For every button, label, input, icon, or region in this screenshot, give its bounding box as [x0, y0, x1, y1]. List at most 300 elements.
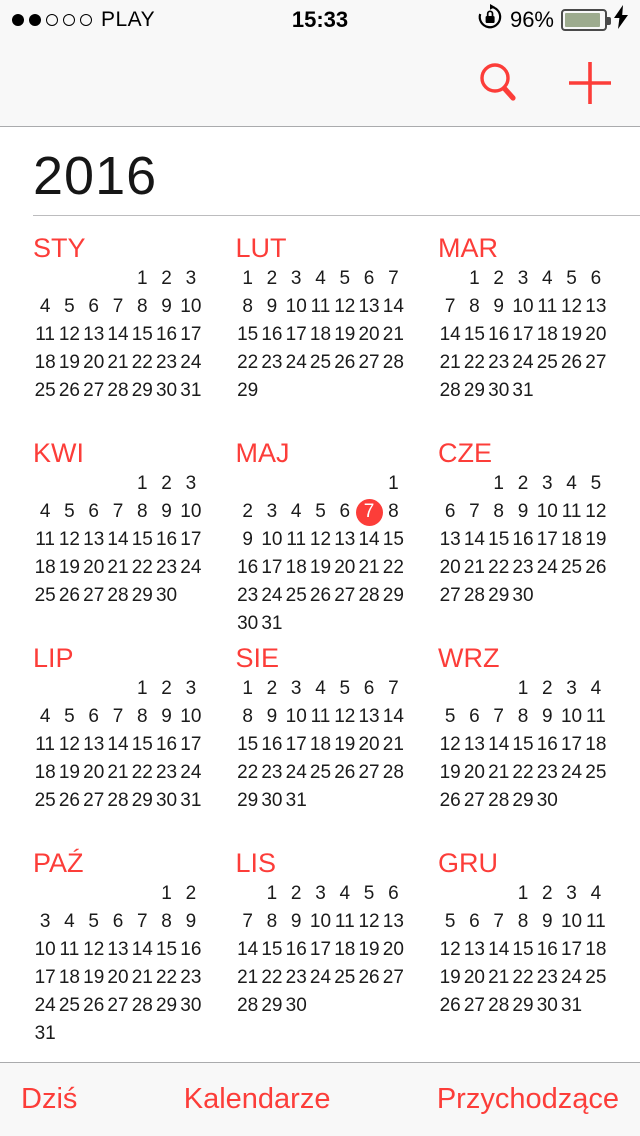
- day-cell[interactable]: 1: [517, 883, 529, 904]
- day-cell[interactable]: 17: [180, 734, 202, 755]
- day-cell[interactable]: 18: [34, 352, 56, 373]
- day-cell[interactable]: 5: [339, 268, 351, 289]
- day-cell[interactable]: 14: [463, 529, 485, 550]
- month-lis[interactable]: [236, 848, 406, 1053]
- day-cell[interactable]: 24: [285, 762, 307, 783]
- day-cell[interactable]: 8: [388, 501, 399, 522]
- day-cell[interactable]: 24: [261, 585, 283, 606]
- day-cell[interactable]: 1: [136, 473, 148, 494]
- day-cell[interactable]: 12: [439, 939, 461, 960]
- day-cell[interactable]: 8: [266, 911, 278, 932]
- day-cell[interactable]: 21: [358, 557, 380, 578]
- day-cell[interactable]: 20: [83, 762, 105, 783]
- day-cell[interactable]: 4: [566, 473, 577, 494]
- day-cell[interactable]: 23: [180, 967, 202, 988]
- day-cell[interactable]: 8: [136, 706, 148, 727]
- day-cell[interactable]: 8: [242, 706, 253, 727]
- day-cell[interactable]: 28: [358, 585, 380, 606]
- day-cell[interactable]: 7: [136, 911, 148, 932]
- day-cell[interactable]: 23: [237, 585, 259, 606]
- day-cell[interactable]: 22: [131, 557, 153, 578]
- day-cell[interactable]: 26: [83, 995, 105, 1016]
- day-cell[interactable]: 21: [382, 324, 404, 345]
- day-cell[interactable]: 21: [107, 352, 129, 373]
- day-cell[interactable]: 27: [334, 585, 356, 606]
- day-cell[interactable]: 10: [180, 296, 202, 317]
- day-cell[interactable]: 24: [560, 762, 583, 783]
- day-cell[interactable]: 13: [358, 296, 380, 317]
- day-cell[interactable]: 23: [261, 762, 283, 783]
- day-cell[interactable]: 4: [39, 706, 51, 727]
- month-cze[interactable]: [438, 438, 608, 643]
- day-cell[interactable]: 1: [266, 883, 278, 904]
- day-cell[interactable]: 22: [488, 557, 510, 578]
- day-cell[interactable]: 28: [488, 995, 510, 1016]
- day-cell[interactable]: 17: [180, 324, 202, 345]
- day-cell[interactable]: 2: [161, 268, 172, 289]
- day-cell[interactable]: 8: [242, 296, 253, 317]
- day-cell[interactable]: 3: [39, 911, 51, 932]
- day-cell[interactable]: 27: [83, 585, 105, 606]
- day-cell[interactable]: 16: [155, 529, 178, 550]
- search-icon[interactable]: [478, 61, 518, 105]
- day-cell[interactable]: 2: [541, 678, 553, 699]
- day-cell[interactable]: 4: [290, 501, 302, 522]
- day-cell[interactable]: 29: [237, 380, 259, 401]
- day-cell[interactable]: 11: [35, 734, 55, 755]
- day-cell[interactable]: 25: [58, 995, 80, 1016]
- day-cell[interactable]: 2: [517, 473, 529, 494]
- day-cell[interactable]: 23: [155, 352, 178, 373]
- day-cell[interactable]: 23: [536, 762, 558, 783]
- day-cell[interactable]: 30: [536, 790, 558, 811]
- month-mar[interactable]: [438, 233, 608, 438]
- day-cell[interactable]: 21: [488, 967, 510, 988]
- day-cell[interactable]: 16: [536, 939, 558, 960]
- day-cell[interactable]: 14: [439, 324, 461, 345]
- day-cell[interactable]: 25: [585, 762, 607, 783]
- day-cell[interactable]: 9: [161, 706, 172, 727]
- day-cell[interactable]: 10: [285, 706, 307, 727]
- day-cell[interactable]: 3: [566, 678, 577, 699]
- day-cell[interactable]: 4: [315, 678, 326, 699]
- day-cell[interactable]: 7: [112, 501, 124, 522]
- day-cell[interactable]: 8: [136, 296, 148, 317]
- day-cell[interactable]: 21: [382, 734, 404, 755]
- day-cell[interactable]: 20: [83, 352, 105, 373]
- day-cell[interactable]: 4: [315, 268, 326, 289]
- day-cell[interactable]: 30: [155, 380, 178, 401]
- day-cell[interactable]: 23: [285, 967, 307, 988]
- day-cell[interactable]: 9: [493, 296, 504, 317]
- day-cell[interactable]: 8: [517, 706, 529, 727]
- day-cell[interactable]: 19: [439, 967, 461, 988]
- day-cell[interactable]: 25: [334, 967, 356, 988]
- day-cell[interactable]: 12: [334, 706, 356, 727]
- day-cell[interactable]: 12: [58, 734, 80, 755]
- day-cell[interactable]: 3: [517, 268, 529, 289]
- day-cell[interactable]: 16: [180, 939, 202, 960]
- day-cell[interactable]: 13: [463, 939, 485, 960]
- day-cell[interactable]: 23: [155, 557, 178, 578]
- day-cell[interactable]: 11: [585, 706, 606, 727]
- day-cell[interactable]: 3: [185, 268, 197, 289]
- day-cell[interactable]: 25: [34, 380, 56, 401]
- day-cell[interactable]: 5: [590, 473, 602, 494]
- day-cell[interactable]: 10: [34, 939, 56, 960]
- day-cell[interactable]: 18: [560, 529, 583, 550]
- day-cell[interactable]: 15: [382, 529, 404, 550]
- day-cell[interactable]: 31: [180, 790, 202, 811]
- day-cell[interactable]: 22: [463, 352, 485, 373]
- day-cell[interactable]: 27: [107, 995, 129, 1016]
- day-cell[interactable]: 28: [488, 790, 510, 811]
- day-cell[interactable]: 29: [463, 380, 485, 401]
- day-cell[interactable]: 19: [58, 762, 80, 783]
- day-cell[interactable]: 27: [463, 790, 485, 811]
- day-cell[interactable]: 31: [560, 995, 583, 1016]
- day-cell[interactable]: 2: [266, 268, 278, 289]
- day-cell[interactable]: 29: [131, 790, 153, 811]
- day-cell[interactable]: 21: [488, 762, 510, 783]
- day-cell[interactable]: 1: [388, 473, 399, 494]
- day-cell[interactable]: 9: [541, 706, 553, 727]
- day-cell[interactable]: 1: [242, 268, 253, 289]
- day-cell[interactable]: 23: [488, 352, 510, 373]
- day-cell[interactable]: 31: [285, 790, 307, 811]
- day-cell[interactable]: 26: [309, 585, 332, 606]
- day-cell[interactable]: 5: [444, 911, 456, 932]
- day-cell[interactable]: 13: [358, 706, 380, 727]
- day-cell[interactable]: 17: [512, 324, 534, 345]
- day-cell[interactable]: 12: [309, 529, 332, 550]
- day-cell[interactable]: 3: [266, 501, 278, 522]
- day-cell[interactable]: 6: [88, 501, 99, 522]
- day-cell[interactable]: 11: [35, 529, 55, 550]
- day-cell[interactable]: 5: [339, 678, 351, 699]
- day-cell[interactable]: 19: [58, 557, 80, 578]
- day-cell[interactable]: 17: [180, 529, 202, 550]
- day-cell[interactable]: 6: [469, 706, 480, 727]
- day-cell[interactable]: 15: [131, 734, 153, 755]
- month-lut[interactable]: [236, 233, 406, 438]
- day-cell[interactable]: 29: [512, 790, 534, 811]
- day-cell[interactable]: 7: [242, 911, 253, 932]
- day-cell[interactable]: 4: [590, 678, 602, 699]
- month-paź[interactable]: [33, 848, 203, 1053]
- day-cell[interactable]: 16: [155, 324, 178, 345]
- day-cell[interactable]: 20: [334, 557, 356, 578]
- day-cell[interactable]: 7: [388, 268, 399, 289]
- day-cell[interactable]: 3: [566, 883, 577, 904]
- day-cell[interactable]: 29: [512, 995, 534, 1016]
- day-cell[interactable]: 26: [58, 790, 80, 811]
- day-cell[interactable]: 15: [131, 529, 153, 550]
- day-cell[interactable]: 4: [39, 296, 51, 317]
- day-cell[interactable]: 7: [112, 706, 124, 727]
- day-cell[interactable]: 23: [155, 762, 178, 783]
- day-cell[interactable]: 30: [180, 995, 202, 1016]
- day-cell[interactable]: 27: [382, 967, 404, 988]
- day-cell[interactable]: 24: [180, 762, 202, 783]
- day-cell[interactable]: 6: [88, 706, 99, 727]
- day-cell[interactable]: 17: [309, 939, 332, 960]
- day-cell[interactable]: 29: [382, 585, 404, 606]
- day-cell[interactable]: 24: [560, 967, 583, 988]
- month-maj[interactable]: [236, 438, 406, 643]
- day-cell[interactable]: 14: [382, 706, 404, 727]
- day-cell[interactable]: 20: [358, 324, 380, 345]
- day-cell[interactable]: 3: [290, 678, 302, 699]
- day-cell[interactable]: 21: [107, 557, 129, 578]
- day-cell[interactable]: 2: [290, 883, 302, 904]
- day-cell[interactable]: 15: [488, 529, 510, 550]
- day-cell[interactable]: 25: [34, 790, 56, 811]
- day-cell[interactable]: 22: [512, 762, 534, 783]
- day-cell[interactable]: 22: [512, 967, 534, 988]
- day-cell[interactable]: 12: [439, 734, 461, 755]
- day-cell[interactable]: 31: [261, 613, 283, 634]
- day-cell[interactable]: 16: [536, 734, 558, 755]
- day-cell[interactable]: 28: [382, 352, 404, 373]
- day-cell[interactable]: 6: [444, 501, 456, 522]
- day-cell[interactable]: 5: [64, 706, 75, 727]
- day-cell[interactable]: 3: [541, 473, 553, 494]
- day-cell[interactable]: 28: [237, 995, 259, 1016]
- day-cell[interactable]: 3: [185, 678, 197, 699]
- day-cell[interactable]: 29: [237, 790, 259, 811]
- day-cell[interactable]: 19: [309, 557, 332, 578]
- day-cell[interactable]: 10: [560, 911, 583, 932]
- day-cell[interactable]: 31: [34, 1023, 56, 1044]
- day-cell[interactable]: 10: [180, 706, 202, 727]
- day-cell[interactable]: 9: [185, 911, 197, 932]
- day-cell[interactable]: 5: [64, 501, 75, 522]
- month-kwi[interactable]: [33, 438, 203, 643]
- day-cell[interactable]: 26: [334, 352, 356, 373]
- day-cell[interactable]: 26: [358, 967, 380, 988]
- day-cell[interactable]: 9: [266, 706, 278, 727]
- day-cell[interactable]: 16: [488, 324, 510, 345]
- day-cell[interactable]: 18: [285, 557, 307, 578]
- day-cell[interactable]: 9: [290, 911, 302, 932]
- day-cell[interactable]: 14: [107, 529, 129, 550]
- day-cell[interactable]: 13: [83, 324, 105, 345]
- month-lip[interactable]: [33, 643, 203, 848]
- day-cell[interactable]: 22: [261, 967, 283, 988]
- day-cell[interactable]: 28: [382, 762, 404, 783]
- day-cell[interactable]: 15: [463, 324, 485, 345]
- day-cell[interactable]: 25: [309, 352, 332, 373]
- day-cell[interactable]: 18: [585, 939, 607, 960]
- day-cell[interactable]: 23: [536, 967, 558, 988]
- day-cell[interactable]: 13: [83, 734, 105, 755]
- day-cell[interactable]: 6: [339, 501, 351, 522]
- day-cell[interactable]: 6: [88, 296, 99, 317]
- day-cell[interactable]: 5: [315, 501, 326, 522]
- day-cell[interactable]: 1: [136, 678, 148, 699]
- day-cell[interactable]: 6: [590, 268, 602, 289]
- day-cell[interactable]: 24: [512, 352, 534, 373]
- day-cell[interactable]: 22: [382, 557, 404, 578]
- day-cell[interactable]: 18: [34, 762, 56, 783]
- day-cell[interactable]: 4: [339, 883, 351, 904]
- day-cell[interactable]: 19: [358, 939, 380, 960]
- day-cell[interactable]: 28: [463, 585, 485, 606]
- day-cell[interactable]: 25: [585, 967, 607, 988]
- day-cell[interactable]: 28: [107, 585, 129, 606]
- day-cell[interactable]: 20: [382, 939, 404, 960]
- month-gru[interactable]: [438, 848, 608, 1053]
- day-cell[interactable]: 4: [590, 883, 602, 904]
- day-cell[interactable]: 23: [512, 557, 534, 578]
- day-cell[interactable]: 31: [512, 380, 534, 401]
- day-cell[interactable]: 18: [334, 939, 356, 960]
- day-cell[interactable]: 22: [131, 762, 153, 783]
- day-cell[interactable]: 14: [382, 296, 404, 317]
- day-cell[interactable]: 10: [536, 501, 558, 522]
- day-cell[interactable]: 3: [290, 268, 302, 289]
- day-cell[interactable]: 9: [541, 911, 553, 932]
- day-cell[interactable]: 13: [439, 529, 461, 550]
- day-cell[interactable]: 5: [566, 268, 577, 289]
- day-cell[interactable]: 30: [237, 613, 259, 634]
- day-cell[interactable]: 20: [358, 734, 380, 755]
- day-cell[interactable]: 29: [488, 585, 510, 606]
- day-cell[interactable]: 5: [363, 883, 375, 904]
- day-cell[interactable]: 15: [512, 939, 534, 960]
- day-cell[interactable]: 13: [83, 529, 105, 550]
- day-cell[interactable]: 26: [585, 557, 607, 578]
- day-cell[interactable]: 8: [161, 911, 172, 932]
- day-cell[interactable]: 29: [131, 585, 153, 606]
- day-cell[interactable]: 20: [463, 762, 485, 783]
- day-cell[interactable]: 12: [560, 296, 583, 317]
- day-cell[interactable]: 2: [161, 473, 172, 494]
- day-cell[interactable]: 1: [469, 268, 480, 289]
- day-cell[interactable]: 7: [112, 296, 124, 317]
- day-cell[interactable]: 8: [136, 501, 148, 522]
- day-cell[interactable]: 6: [112, 911, 124, 932]
- day-cell[interactable]: 18: [309, 324, 332, 345]
- day-cell[interactable]: 27: [83, 380, 105, 401]
- day-cell[interactable]: 9: [266, 296, 278, 317]
- day-cell[interactable]: 16: [285, 939, 307, 960]
- day-cell[interactable]: 11: [537, 296, 558, 317]
- day-cell[interactable]: 27: [463, 995, 485, 1016]
- day-cell[interactable]: 19: [58, 352, 80, 373]
- day-cell[interactable]: 13: [382, 911, 404, 932]
- day-cell[interactable]: 14: [488, 734, 510, 755]
- day-cell[interactable]: 10: [512, 296, 534, 317]
- day-cell[interactable]: 14: [107, 324, 129, 345]
- day-cell[interactable]: 18: [536, 324, 558, 345]
- month-wrz[interactable]: [438, 643, 608, 848]
- day-cell[interactable]: 26: [439, 995, 461, 1016]
- day-cell[interactable]: 26: [560, 352, 583, 373]
- day-cell[interactable]: 26: [439, 790, 461, 811]
- day-cell[interactable]: 20: [107, 967, 129, 988]
- day-cell[interactable]: 21: [237, 967, 259, 988]
- day-cell[interactable]: 19: [585, 529, 607, 550]
- day-cell[interactable]: 1: [161, 883, 172, 904]
- day-cell[interactable]: 16: [237, 557, 259, 578]
- day-cell[interactable]: 22: [237, 352, 259, 373]
- day-cell[interactable]: 12: [58, 324, 80, 345]
- day-cell[interactable]: 24: [180, 352, 202, 373]
- day-cell[interactable]: 13: [585, 296, 607, 317]
- day-cell[interactable]: 28: [439, 380, 461, 401]
- day-cell[interactable]: 11: [310, 706, 331, 727]
- day-cell[interactable]: 6: [363, 678, 375, 699]
- day-cell[interactable]: 23: [261, 352, 283, 373]
- day-cell[interactable]: 30: [155, 790, 178, 811]
- day-cell[interactable]: 26: [58, 380, 80, 401]
- day-cell[interactable]: 17: [261, 557, 283, 578]
- day-cell[interactable]: 15: [261, 939, 283, 960]
- day-cell[interactable]: 13: [107, 939, 129, 960]
- day-cell[interactable]: 10: [560, 706, 583, 727]
- day-cell[interactable]: 11: [561, 501, 582, 522]
- day-cell[interactable]: 16: [261, 734, 283, 755]
- day-cell[interactable]: [357, 498, 381, 526]
- day-cell[interactable]: 26: [58, 585, 80, 606]
- day-cell[interactable]: 10: [180, 501, 202, 522]
- day-cell[interactable]: 16: [155, 734, 178, 755]
- day-cell[interactable]: 26: [334, 762, 356, 783]
- day-cell[interactable]: 9: [242, 529, 253, 550]
- day-cell[interactable]: 6: [363, 268, 375, 289]
- day-cell[interactable]: 28: [107, 380, 129, 401]
- day-cell[interactable]: 27: [439, 585, 461, 606]
- day-cell[interactable]: 10: [261, 529, 283, 550]
- day-cell[interactable]: 1: [517, 678, 529, 699]
- day-cell[interactable]: 31: [180, 380, 202, 401]
- day-cell[interactable]: 15: [237, 734, 259, 755]
- day-cell[interactable]: 25: [285, 585, 307, 606]
- day-cell[interactable]: 22: [237, 762, 259, 783]
- day-cell[interactable]: 8: [493, 501, 504, 522]
- day-cell[interactable]: 29: [155, 995, 178, 1016]
- day-cell[interactable]: 20: [585, 324, 607, 345]
- day-cell[interactable]: 25: [536, 352, 558, 373]
- day-cell[interactable]: 5: [64, 296, 75, 317]
- day-cell[interactable]: 14: [107, 734, 129, 755]
- day-cell[interactable]: 17: [285, 734, 307, 755]
- day-cell[interactable]: 16: [261, 324, 283, 345]
- day-cell[interactable]: 5: [88, 911, 99, 932]
- day-cell[interactable]: 22: [131, 352, 153, 373]
- day-cell[interactable]: 12: [358, 911, 380, 932]
- day-cell[interactable]: 25: [560, 557, 583, 578]
- today-button[interactable]: Dziś: [21, 1083, 78, 1115]
- day-cell[interactable]: 18: [585, 734, 607, 755]
- day-cell[interactable]: 13: [463, 734, 485, 755]
- calendars-button[interactable]: Kalendarze: [183, 1083, 331, 1115]
- day-cell[interactable]: 4: [64, 911, 75, 932]
- day-cell[interactable]: 7: [493, 706, 504, 727]
- day-cell[interactable]: 8: [469, 296, 480, 317]
- day-cell[interactable]: 12: [83, 939, 105, 960]
- day-cell[interactable]: 19: [439, 762, 461, 783]
- day-cell[interactable]: 1: [136, 268, 148, 289]
- day-cell[interactable]: 10: [285, 296, 307, 317]
- day-cell[interactable]: 16: [512, 529, 534, 550]
- day-cell[interactable]: 4: [39, 501, 51, 522]
- day-cell[interactable]: 30: [285, 995, 307, 1016]
- day-cell[interactable]: 28: [131, 995, 153, 1016]
- month-sty[interactable]: [33, 233, 203, 438]
